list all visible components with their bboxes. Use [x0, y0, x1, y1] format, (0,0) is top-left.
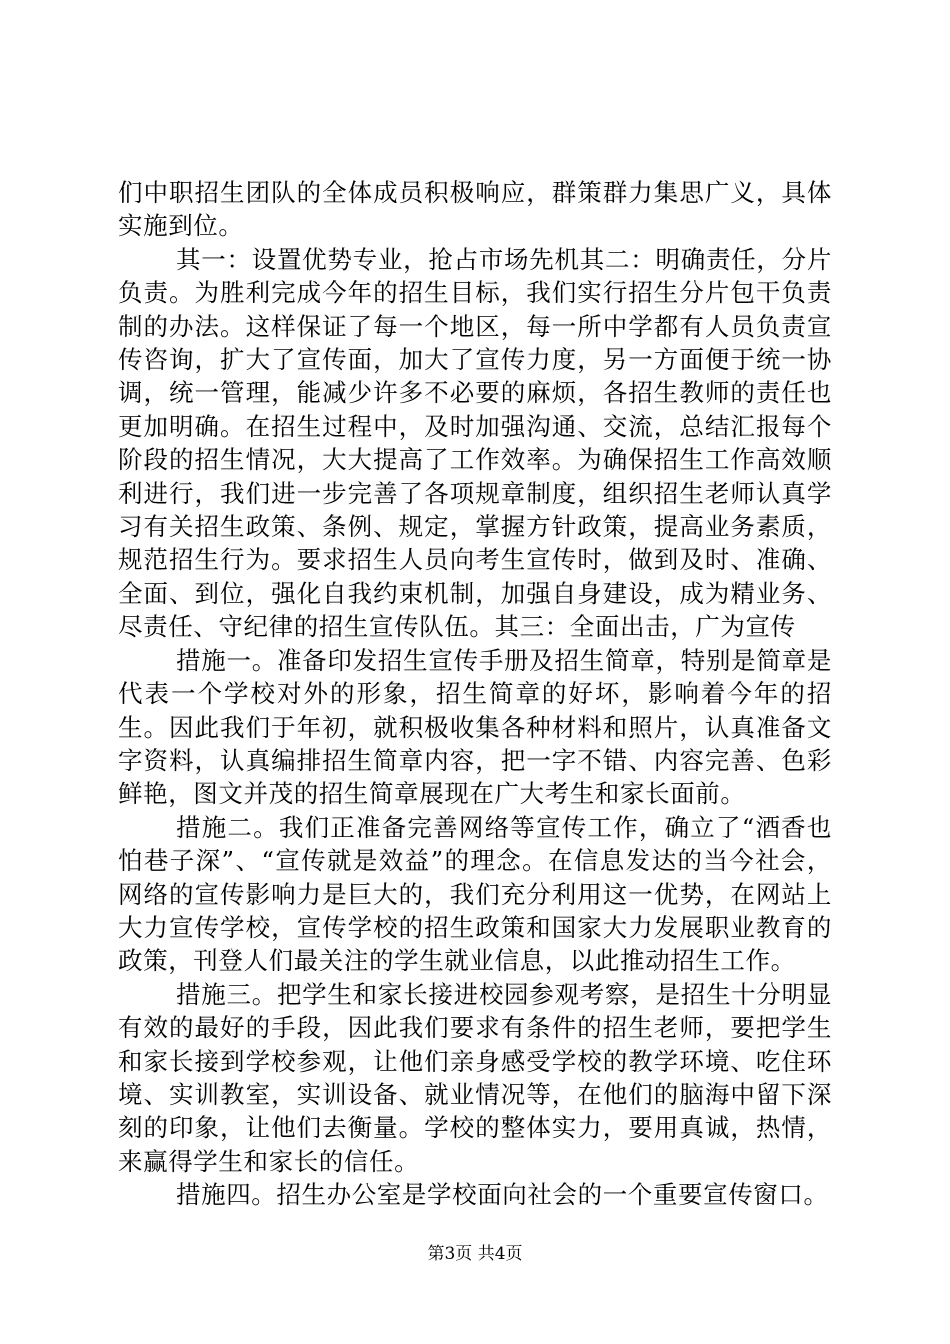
- paragraph-1: 们中职招生团队的全体成员积极响应，群策群力集思广义，具体实施到位。: [118, 178, 832, 241]
- page-number-label: 第3页 共4页: [427, 1244, 523, 1264]
- paragraph-2: 其一：设置优势专业，抢占市场先机其二：明确责任，分片负责。为胜利完成今年的招生目标，我们实行招生分片包干负责制的办法。这样保证了每一个地区，每一所中学都有人员负责宣传咨询，扩大了宣传面，加大了宣传力度，另一方面便于统一协调，统一管理，能减少许多不必要的麻烦，各招生教师的责任也更加明确。在招生过程中，及时加强沟通、交流，总结汇报每个阶段的招生情况，大大提高了工作效率。为确保招生工作高效顺利进行，我们进一步完善了各项规章制度，组织招生老师认真学习有关招生政策、条例、规定，掌握方针政策，提高业务素质，规范招生行为。要求招生人员向考生宣传时，做到及时、准确、全面、到位，强化自我约束机制，加强自身建设，成为精业务、尽责任、守纪律的招生宣传队伍。其三：全面出击，广为宣传: [118, 244, 832, 642]
- page-footer: [0, 1244, 950, 1264]
- paragraph-6: 措施四。招生办公室是学校面向社会的一个重要宣传窗口。: [176, 1180, 829, 1210]
- paragraph-4: 措施二。我们正准备完善网络等宣传工作，确立了“酒香也怕巷子深”、“宣传就是效益”的理念。在信息发达的当今社会，网络的宣传影响力是巨大的，我们充分利用这一优势，在网站上大力宣传学校，宣传学校的招生政策和国家大力发展职业教育的政策，刊登人们最关注的学生就业信息，以此推动招生工作。: [118, 812, 832, 976]
- document-body: [118, 176, 832, 1212]
- paragraph-5: 措施三。把学生和家长接进校园参观考察，是招生十分明显有效的最好的手段，因此我们要求有条件的招生老师，要把学生和家长接到学校参观，让他们亲身感受学校的教学环境、吃住环境、实训教室，实训设备、就业情况等，在他们的脑海中留下深刻的印象，让他们去衡量。学校的整体实力，要用真诚，热情，来赢得学生和家长的信任。: [118, 979, 832, 1176]
- paragraph-3: 措施一。准备印发招生宣传手册及招生简章，特别是简章是代表一个学校对外的形象，招生简章的好坏，影响着今年的招生。因此我们于年初，就积极收集各种材料和照片，认真准备文字资料，认真编排招生简章内容，把一字不错、内容完善、色彩鲜艳，图文并茂的招生简章展现在广大考生和家长面前。: [118, 645, 832, 809]
